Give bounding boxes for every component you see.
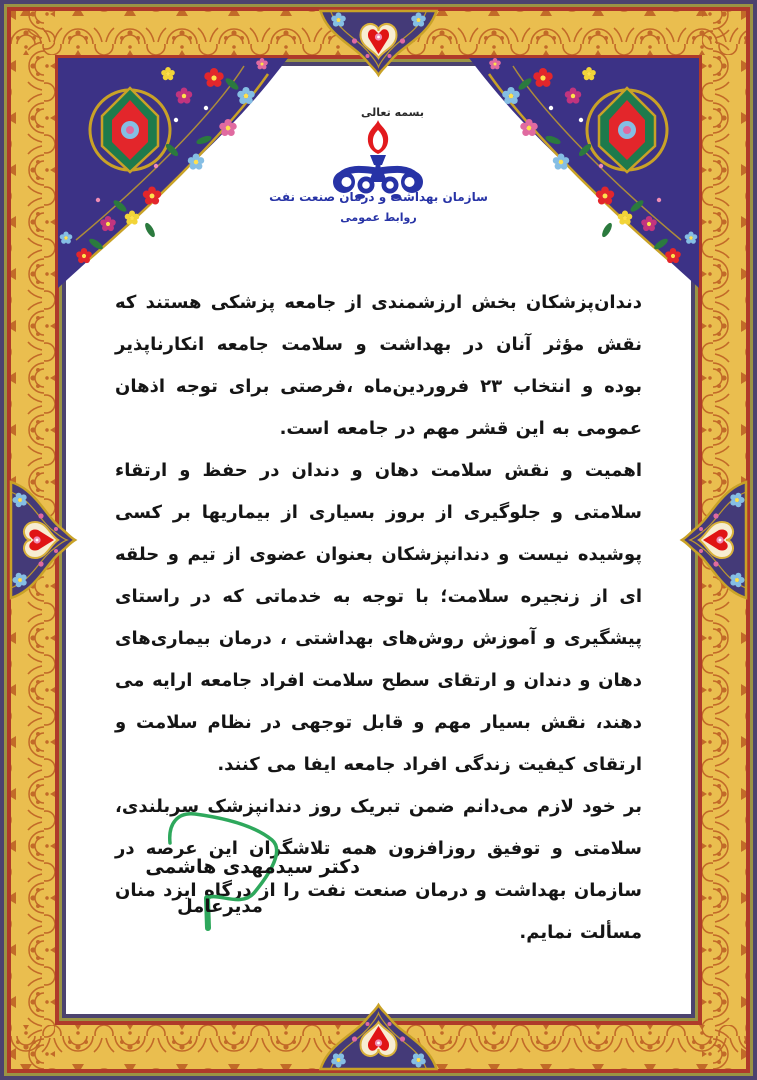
paragraph-3: بر خود لازم می‌دانم ضمن تبریک روز دندانپزشک سربلندی، سلامتی و توفیق روزافزون همه تلاشگران این عرصه در سازمان بهداشت و درمان صنعت نفت را از درگاه ایزد منان مسألت نمایم. bbox=[115, 796, 642, 943]
paragraph-1: دندان‌پزشکان بخش ارزشمندی از جامعه پزشکی هستند که نقش مؤثر آنان در بهداشت و سلامت جامعه انکارناپذیر بوده و انتخاب ۲۳ فروردین‌ماه ،فرصتی برای توجه اذهان عمومی به این قشر مهم در جامعه است. bbox=[115, 292, 642, 439]
org-name-text: سازمان بهداشت و درمان صنعت نفت bbox=[269, 190, 488, 204]
bismillah-text: بسمه تعالی bbox=[361, 106, 424, 119]
signer-title: مدیرعامل bbox=[177, 896, 263, 917]
dept-name-text: روابط عمومی bbox=[340, 211, 417, 224]
signer-name: دکتر سیدمهدی هاشمی bbox=[145, 856, 360, 878]
paragraph-2: اهمیت و نقش سلامت دهان و دندان در حفظ و ارتقاء سلامتی و جلوگیری از بروز بسیاری از بیماریها بر کسی پوشیده نیست و دندانپزشکان بعنوان عضوی از تیم و حلقه ای از زنجیره سلامت؛ با توجه به خدماتی که در راستای پیشگیری و آموزش روش‌های بهداشتی ، درمان بیماری‌های دهان و دندان و ارتقای سطح سلامت افراد جامعه ارایه می دهند، نقش بسیار مهم و قابل توجهی در نظام سلامت و ارتقای کیفیت زندگی افراد جامعه ایفا می کنند. bbox=[115, 460, 642, 775]
